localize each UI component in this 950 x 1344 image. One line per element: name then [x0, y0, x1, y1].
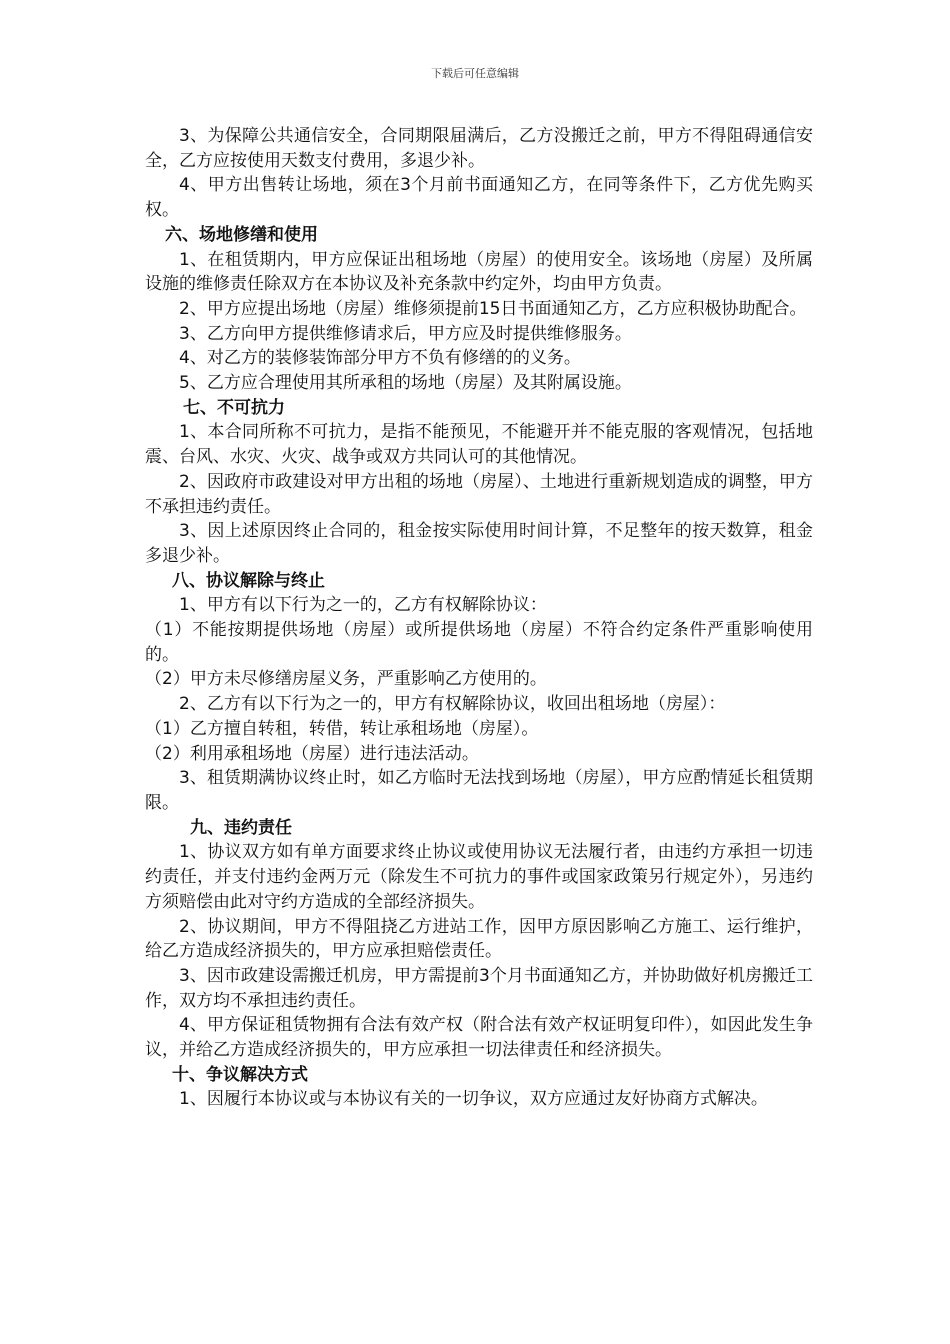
clause-6-5: 5、乙方应合理使用其所承租的场地（房屋）及其附属设施。: [179, 373, 632, 394]
clause-10-1: 1、因履行本协议或与本协议有关的一切争议，双方应通过友好协商方式解决。: [179, 1089, 768, 1110]
clause-7-1: 1、本合同所称不可抗力，是指不能预见，不能避开并不能克服的客观情况，包括地震、台风、水灾、火灾、战争或双方共同认可的其他情况。: [145, 422, 813, 468]
clause-9-1: 1、协议双方如有单方面要求终止协议或使用协议无法履行者，由违约方承担一切违约责任，并支付违约金两万元（除发生不可抗力的事件或国家政策另行规定外），另违约方须赔偿由此对守约方造成的全部经济损失。: [145, 842, 813, 912]
clause-8-1: 1、甲方有以下行为之一的，乙方有权解除协议：: [179, 595, 547, 616]
clause-7-2: 2、因政府市政建设对甲方出租的场地（房屋）、土地进行重新规划造成的调整，甲方不承担违约责任。: [145, 471, 813, 517]
section-heading-8: 八、协议解除与终止: [172, 570, 325, 591]
section-heading-9: 九、违约责任: [190, 817, 292, 838]
clause-6-2: 2、甲方应提出场地（房屋）维修须提前15日书面通知乙方，乙方应积极协助配合。: [179, 298, 807, 319]
section-heading-10: 十、争议解决方式: [172, 1064, 308, 1085]
section-heading-6: 六、场地修缮和使用: [165, 224, 318, 245]
clause-9-2: 2、协议期间，甲方不得阻挠乙方进站工作，因甲方原因影响乙方施工、运行维护，给乙方造成经济损失的，甲方应承担赔偿责任。: [145, 916, 813, 962]
clause-8-1-item-2: （2）甲方未尽修缮房屋义务，严重影响乙方使用的。: [145, 669, 547, 690]
clause-9-3: 3、因市政建设需搬迁机房，甲方需提前3个月书面通知乙方，并协助做好机房搬迁工作，双方均不承担违约责任。: [145, 965, 813, 1011]
clause-5-3: 3、为保障公共通信安全，合同期限届满后，乙方没搬迁之前，甲方不得阻碍通信安全，乙方应按使用天数支付费用，多退少补。: [145, 126, 813, 171]
clause-6-4: 4、对乙方的装修装饰部分甲方不负有修缮的的义务。: [179, 348, 581, 369]
clause-8-2-item-2: （2）利用承租场地（房屋）进行违法活动。: [145, 743, 479, 764]
clause-8-3: 3、租赁期满协议终止时，如乙方临时无法找到场地（房屋），甲方应酌情延长租赁期限。: [145, 768, 813, 813]
clause-8-2: 2、乙方有以下行为之一的，甲方有权解除协议，收回出租场地（房屋）：: [179, 694, 726, 715]
clause-7-3: 3、因上述原因终止合同的，租金按实际使用时间计算，不足整年的按天数算，租金多退少补。: [145, 521, 813, 566]
clause-9-4: 4、甲方保证租赁物拥有合法有效产权（附合法有效产权证明复印件），如因此发生争议，并给乙方造成经济损失的，甲方应承担一切法律责任和经济损失。: [145, 1015, 813, 1061]
clause-6-3: 3、乙方向甲方提供维修请求后，甲方应及时提供维修服务。: [179, 323, 632, 344]
page-header: 下载后可任意编辑: [431, 67, 519, 80]
clause-5-4: 4、甲方出售转让场地，须在3个月前书面通知乙方，在同等条件下，乙方优先购买权。: [145, 175, 813, 221]
document-body: [145, 124, 813, 1112]
clause-6-1: 1、在租赁期内，甲方应保证出租场地（房屋）的使用安全。该场地（房屋）及所属设施的维修责任除双方在本协议及补充条款中约定外，均由甲方负责。: [145, 249, 813, 295]
clause-8-1-item-1: （1）不能按期提供场地（房屋）或所提供场地（房屋）不符合约定条件严重影响使用的。: [145, 620, 813, 665]
section-heading-7: 七、不可抗力: [183, 397, 285, 418]
clause-8-2-item-1: （1）乙方擅自转租，转借，转让承租场地（房屋）。: [145, 718, 539, 739]
